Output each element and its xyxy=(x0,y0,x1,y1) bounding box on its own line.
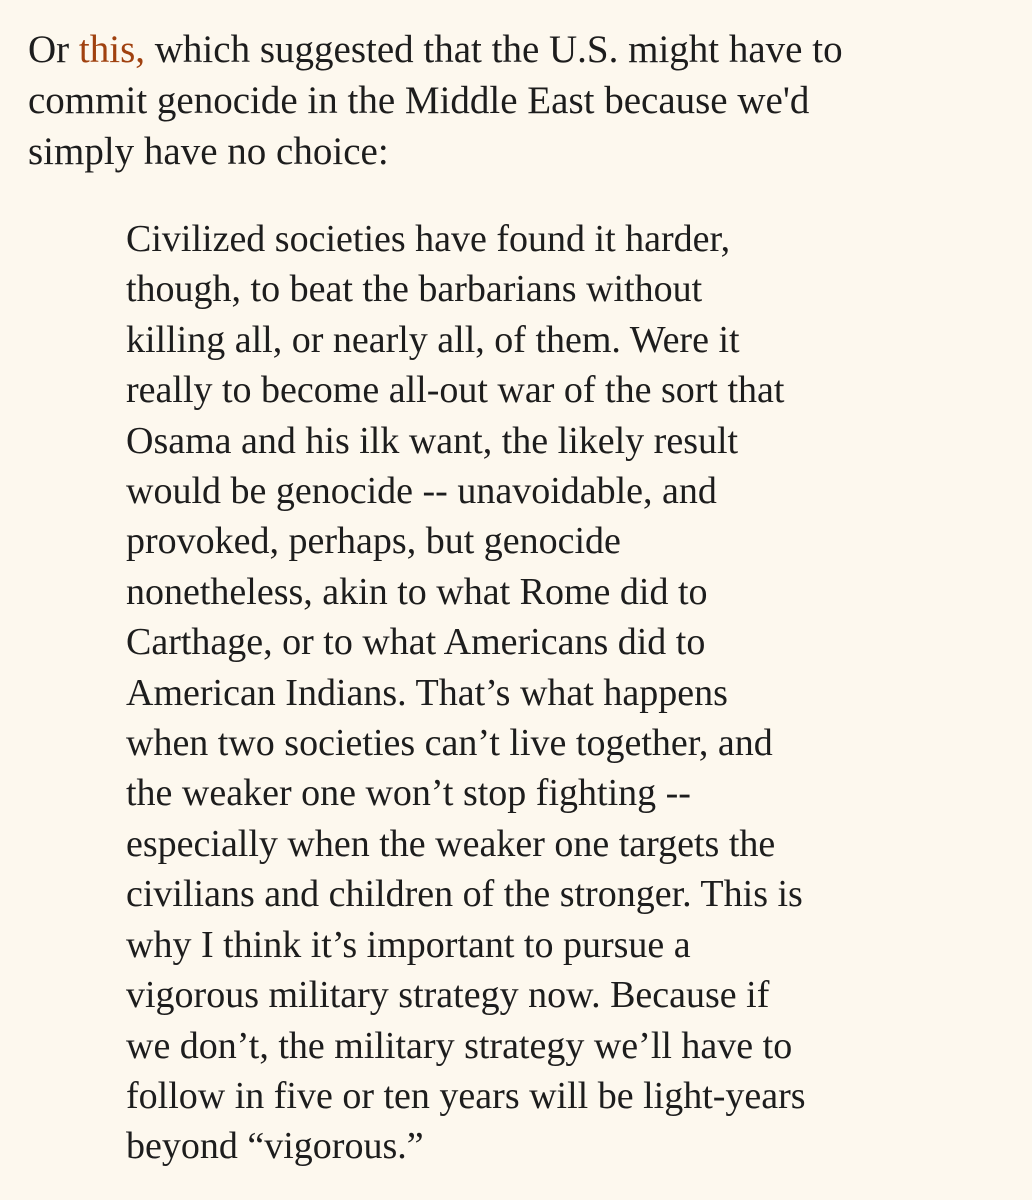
quote-line: beyond “vigorous.” xyxy=(126,1125,424,1168)
quote-line: really to become all-out war of the sort that xyxy=(126,369,785,412)
quote-line: nonetheless, akin to what Rome did to xyxy=(126,570,708,613)
quote-line: Carthage, or to what Americans did to xyxy=(126,621,706,664)
source-link[interactable]: this, xyxy=(78,28,146,71)
quote-line: American Indians. That’s what happens xyxy=(126,671,728,714)
quote-line: when two societies can’t live together, and xyxy=(126,722,773,765)
quote-line: would be genocide -- unavoidable, and xyxy=(126,470,717,513)
quote-line: especially when the weaker one targets the xyxy=(126,822,776,865)
quote-line: the weaker one won’t stop fighting -- xyxy=(126,772,691,815)
quote-line: why I think it’s important to pursue a xyxy=(126,923,691,966)
quote-line: we don’t, the military strategy we’ll have to xyxy=(126,1024,793,1067)
intro-prefix: Or xyxy=(28,28,79,71)
quote-line: provoked, perhaps, but genocide xyxy=(126,520,621,563)
intro-line-3: simply have no choice: xyxy=(28,130,389,173)
quote-line: vigorous military strategy now. Because if xyxy=(126,974,770,1017)
quote-line: Osama and his ilk want, the likely result xyxy=(126,419,739,462)
quote-line: follow in five or ten years will be light-years xyxy=(126,1074,806,1117)
intro-line-2: commit genocide in the Middle East because we'd xyxy=(28,79,810,122)
quote-line: though, to beat the barbarians without xyxy=(126,268,703,311)
quote-line: civilians and children of the stronger. This is xyxy=(126,873,803,916)
quote-line: Civilized societies have found it harder, xyxy=(126,218,731,260)
block-quote xyxy=(126,214,1016,1172)
intro-line-1-rest: which suggested that the U.S. might have to xyxy=(145,28,843,71)
quote-line: killing all, or nearly all, of them. Were it xyxy=(126,318,740,361)
intro-paragraph xyxy=(28,24,1018,177)
